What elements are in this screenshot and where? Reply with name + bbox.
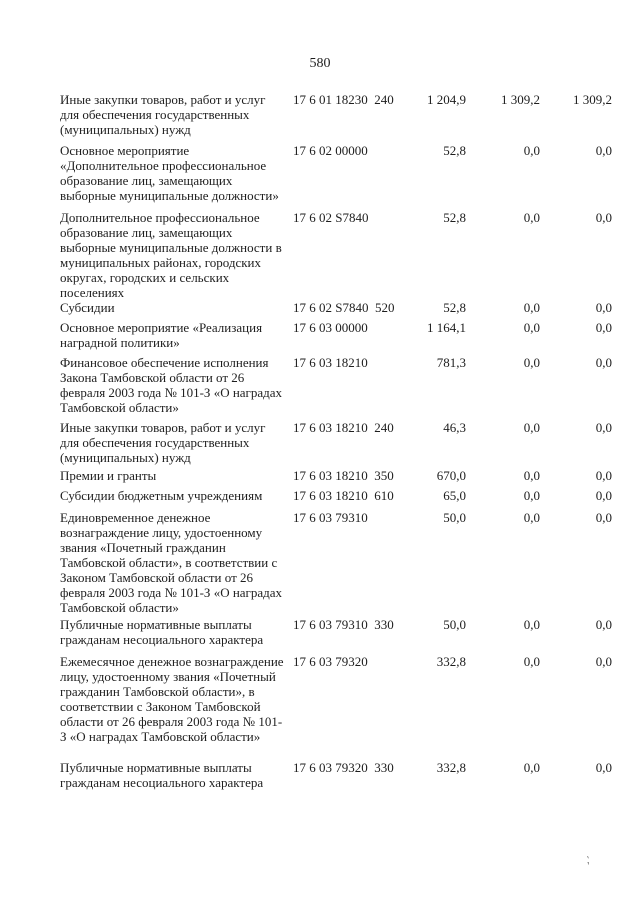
- row-name: Премии и гранты: [60, 468, 157, 483]
- amount-v1: 52,8: [443, 143, 466, 158]
- amount-v3: 1 309,2: [573, 92, 612, 107]
- amount-v3: 0,0: [595, 654, 612, 669]
- amount-v3: 0,0: [595, 510, 612, 525]
- amount-v1: 52,8: [443, 300, 466, 315]
- row-code: [293, 92, 394, 107]
- target-article-code: 17 6 02 00000: [293, 143, 368, 158]
- amount-v1: 52,8: [443, 210, 466, 225]
- expense-type-code: 350: [374, 468, 394, 483]
- row-code: [293, 760, 394, 775]
- target-article-code: 17 6 03 79320: [293, 760, 368, 775]
- amount-v3: 0,0: [595, 300, 612, 315]
- row-code: [293, 320, 368, 335]
- amount-v1: 65,0: [443, 488, 466, 503]
- page-number: 580: [309, 56, 331, 71]
- amount-v3: 0,0: [595, 210, 612, 225]
- row-code: [293, 420, 394, 435]
- amount-v1: 1 204,9: [427, 92, 466, 107]
- row-code: [293, 488, 394, 503]
- expense-type-code: 610: [374, 488, 394, 503]
- amount-v3: 0,0: [595, 468, 612, 483]
- amount-v3: 0,0: [595, 143, 612, 158]
- amount-v1: 1 164,1: [427, 320, 466, 335]
- row-name: Дополнительное профессиональное образование лиц, замещающих выборные муниципальные должности в муниципальных районах, городских округах, городских и сельских поселениях: [60, 210, 282, 300]
- amount-v2: 1 309,2: [501, 92, 540, 107]
- amount-v1: 332,8: [436, 760, 466, 775]
- row-name: Основное мероприятие «Дополнительное профессиональное образование лиц, замещающих выборные муниципальные должности»: [60, 143, 279, 203]
- amount-v2: 0,0: [523, 654, 540, 669]
- amount-v2: 0,0: [523, 320, 540, 335]
- row-name: Финансовое обеспечение исполнения Закона Тамбовской области от 26 февраля 2003 года № 101-З «О наградах Тамбовской области»: [60, 355, 283, 415]
- row-name: Субсидии: [60, 300, 115, 315]
- amount-v1: 781,3: [436, 355, 466, 370]
- amount-v2: 0,0: [523, 210, 540, 225]
- expense-type-code: 240: [374, 420, 394, 435]
- row-name: Иные закупки товаров, работ и услуг для обеспечения государственных (муниципальных) нужд: [60, 92, 266, 137]
- amount-v3: 0,0: [595, 617, 612, 632]
- row-name: Публичные нормативные выплаты гражданам несоциального характера: [60, 760, 264, 790]
- target-article-code: 17 6 02 S7840: [293, 300, 369, 315]
- amount-v3: 0,0: [595, 488, 612, 503]
- row-name: Основное мероприятие «Реализация наградной политики»: [60, 320, 263, 350]
- target-article-code: 17 6 02 S7840: [293, 210, 369, 225]
- amount-v2: 0,0: [523, 143, 540, 158]
- row-code: [293, 210, 368, 225]
- amount-v1: 50,0: [443, 510, 466, 525]
- amount-v1: 50,0: [443, 617, 466, 632]
- expense-type-code: 520: [374, 300, 395, 315]
- row-name: Публичные нормативные выплаты гражданам несоциального характера: [60, 617, 264, 647]
- amount-v1: 670,0: [436, 468, 466, 483]
- amount-v2: 0,0: [523, 355, 540, 370]
- target-article-code: 17 6 03 79310: [293, 510, 368, 525]
- target-article-code: 17 6 03 18210: [293, 488, 368, 503]
- expense-type-code: 330: [374, 617, 394, 632]
- row-name: Субсидии бюджетным учреждениям: [60, 488, 263, 503]
- amount-v1: 332,8: [436, 654, 466, 669]
- target-article-code: 17 6 03 18210: [293, 420, 368, 435]
- target-article-code: 17 6 03 79310: [293, 617, 368, 632]
- amount-v2: 0,0: [523, 760, 540, 775]
- target-article-code: 17 6 03 18210: [293, 355, 368, 370]
- row-name: Ежемесячное денежное вознаграждение лицу, удостоенному звания «Почетный гражданин Тамбовской области», в соответствии с Законом Тамбовской области от 26 февраля 2003 года № 101-З «О наградах Тамбовской области»: [60, 654, 284, 744]
- amount-v2: 0,0: [523, 488, 540, 503]
- amount-v1: 46,3: [443, 420, 466, 435]
- row-name: Единовременное денежное вознаграждение лицу, удостоенному звания «Почетный гражданин Тамбовской области», в соответствии с Законом Тамбовской области от 26 февраля 2003 года № 101-З «О наградах Тамбовской области»: [60, 510, 283, 615]
- row-code: [293, 654, 368, 669]
- amount-v2: 0,0: [523, 420, 540, 435]
- amount-v2: 0,0: [523, 510, 540, 525]
- scan-mark: ,': [583, 854, 593, 867]
- target-article-code: 17 6 03 00000: [293, 320, 368, 335]
- amount-v3: 0,0: [595, 760, 612, 775]
- amount-v3: 0,0: [595, 320, 612, 335]
- amount-v2: 0,0: [523, 300, 540, 315]
- row-code: [293, 468, 394, 483]
- row-name: Иные закупки товаров, работ и услуг для обеспечения государственных (муниципальных) нужд: [60, 420, 266, 465]
- amount-v2: 0,0: [523, 468, 540, 483]
- row-code: [293, 300, 394, 315]
- row-code: [293, 510, 368, 525]
- target-article-code: 17 6 03 79320: [293, 654, 368, 669]
- target-article-code: 17 6 03 18210: [293, 468, 368, 483]
- row-code: [293, 617, 394, 632]
- amount-v3: 0,0: [595, 355, 612, 370]
- expense-type-code: 330: [374, 760, 394, 775]
- row-code: [293, 143, 368, 158]
- target-article-code: 17 6 01 18230: [293, 92, 368, 107]
- amount-v3: 0,0: [595, 420, 612, 435]
- expense-type-code: 240: [374, 92, 394, 107]
- row-code: [293, 355, 368, 370]
- amount-v2: 0,0: [523, 617, 540, 632]
